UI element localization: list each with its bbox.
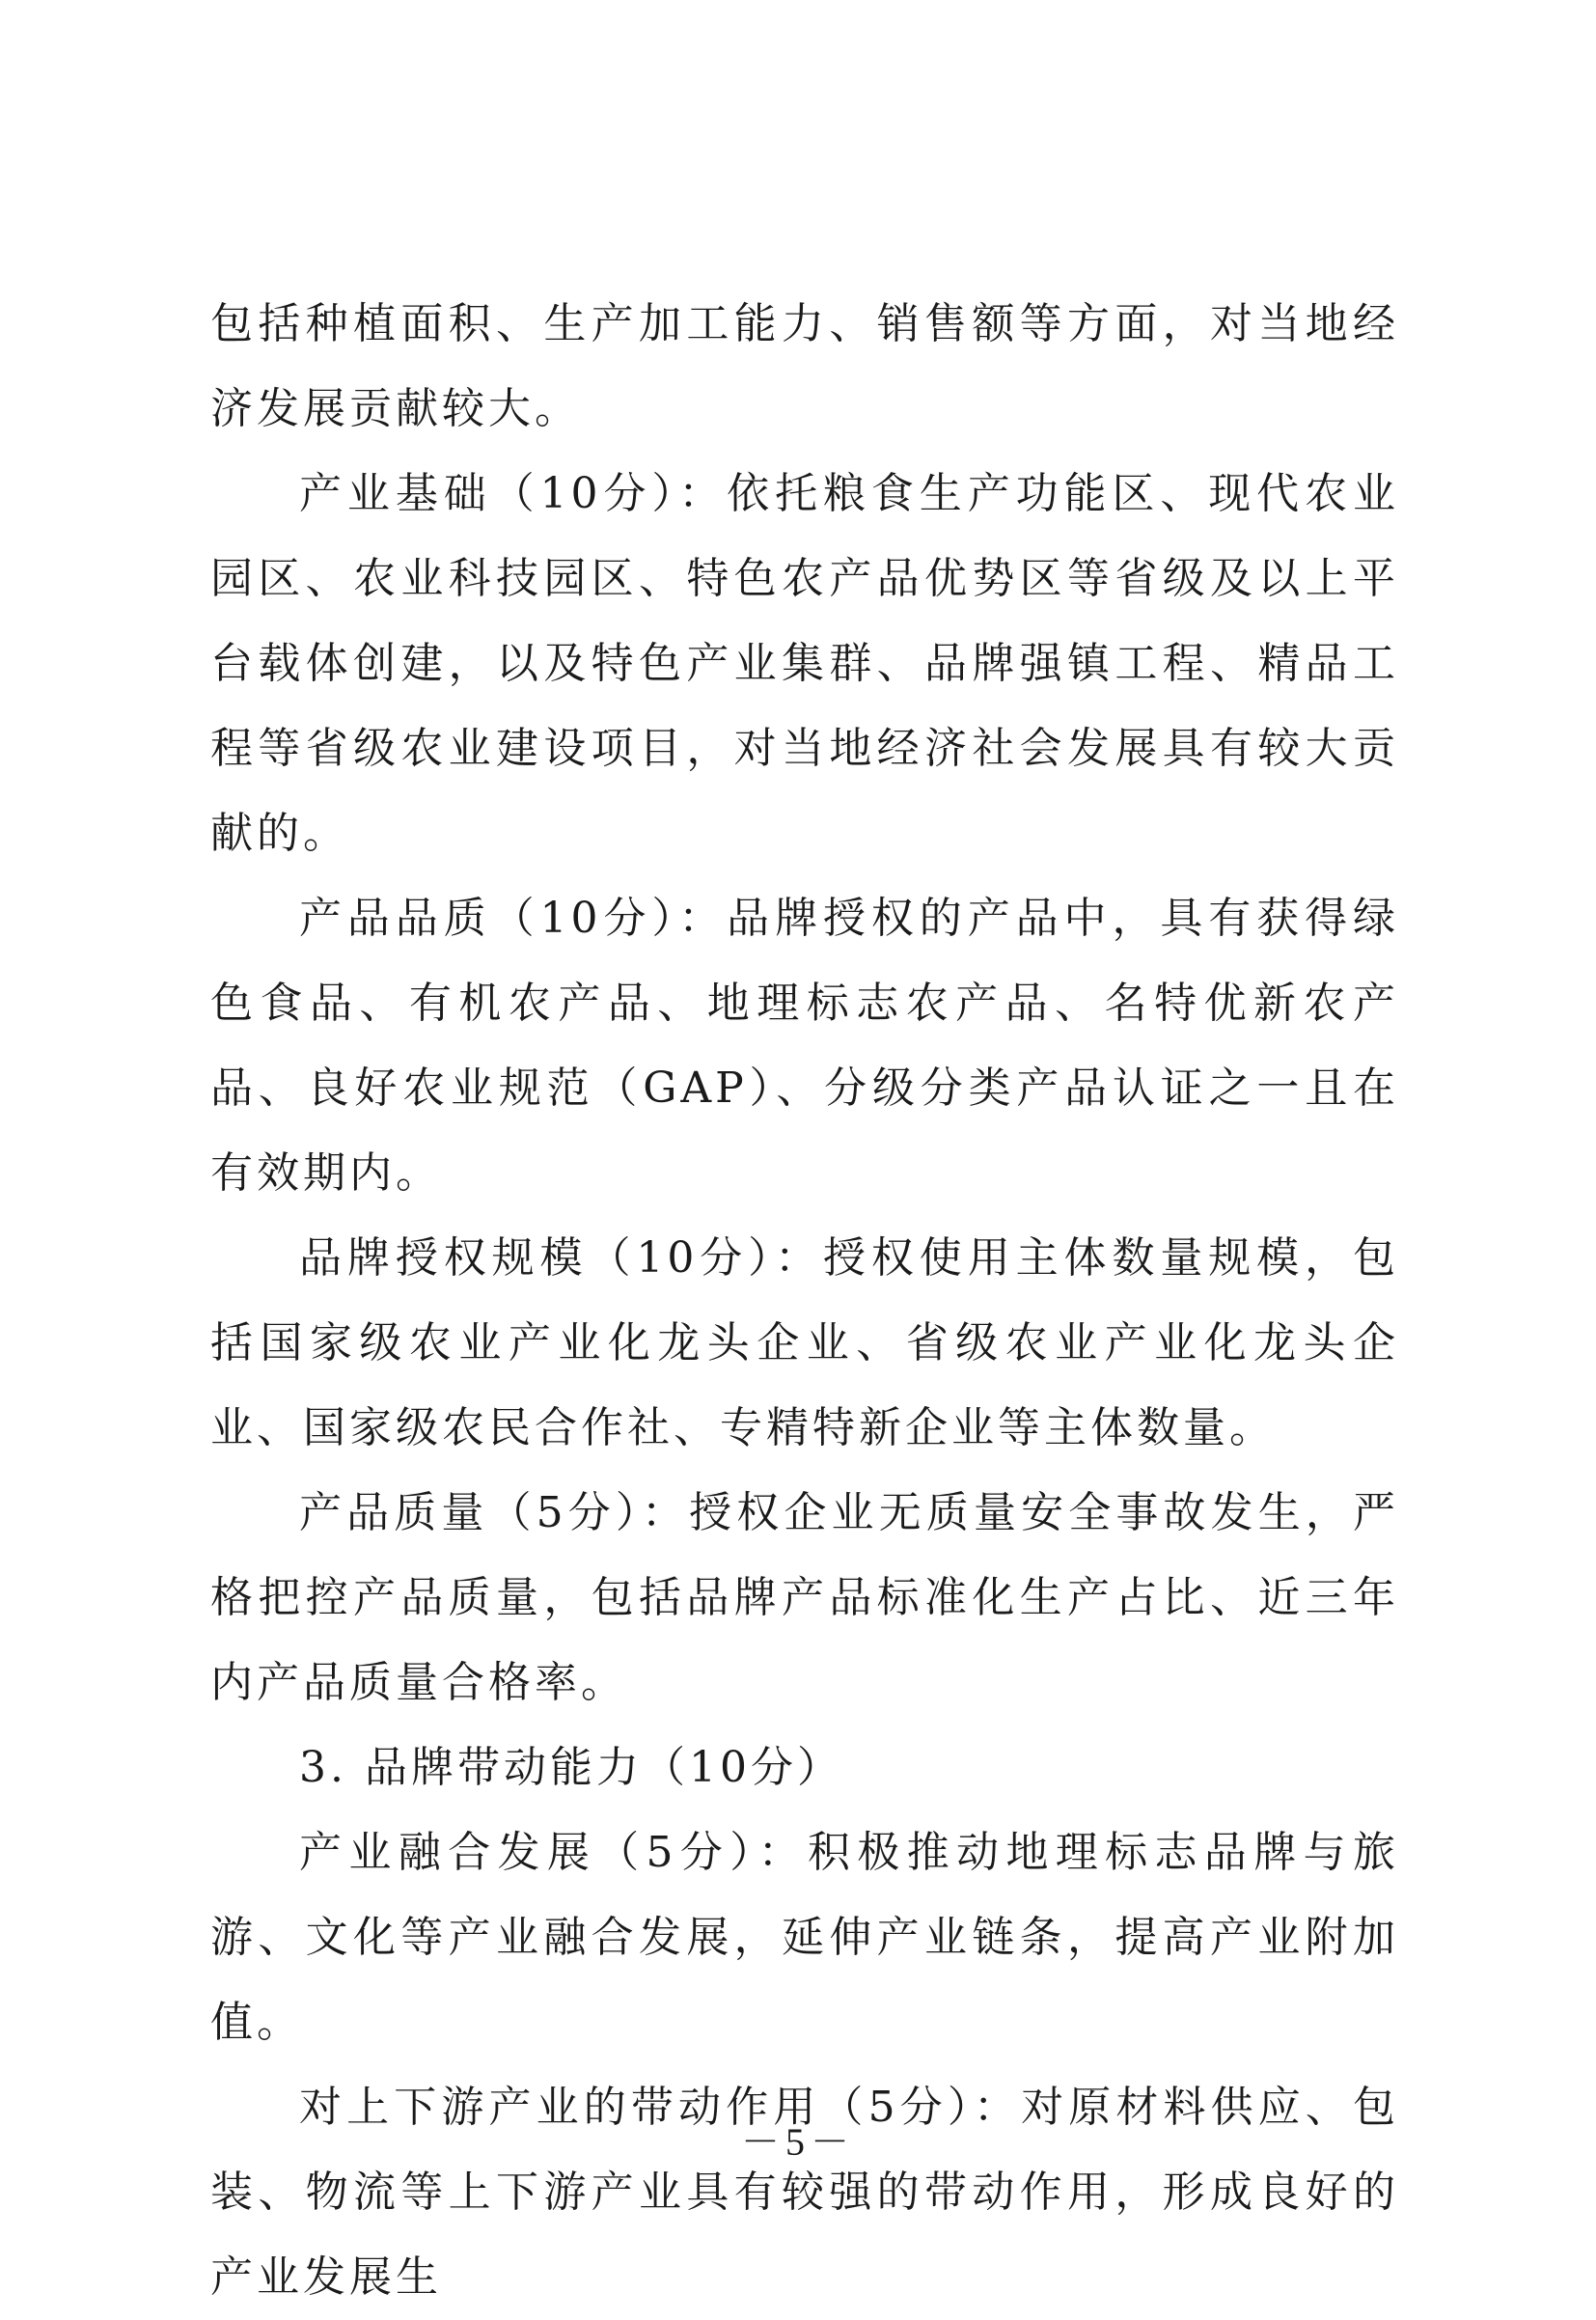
paragraph-product-quality: 产品质量（5分）：授权企业无质量安全事故发生，严格把控产品质量，包括品牌产品标准化生产占比、近三年内产品质量合格率。: [210, 1488, 1399, 1707]
paragraph-upstream-downstream: 对上下游产业的带动作用（5分）：对原材料供应、包装、物流等上下游产业具有较强的带动作用，形成良好的产业发展生: [210, 2083, 1399, 2302]
paragraph-product-quality-grade: 产品品质（10分）：品牌授权的产品中，具有获得绿色食品、有机农产品、地理标志农产品、名特优新农产品、良好农业规范（GAP）、分级分类产品认证之一且在有效期内。: [210, 894, 1399, 1198]
paragraph-industry-integration: 产业融合发展（5分）：积极推动地理标志品牌与旅游、文化等产业融合发展，延伸产业链条，提高产业附加值。: [210, 1828, 1399, 2047]
paragraph-industry-foundation: 产业基础（10分）：依托粮食生产功能区、现代农业园区、农业科技园区、特色农产品优势区等省级及以上平台载体创建，以及特色产业集群、品牌强镇工程、精品工程等省级农业建设项目，对当地经济社会发展具有较大贡献的。: [210, 469, 1399, 858]
paragraph-brand-license-scale: 品牌授权规模（10分）：授权使用主体数量规模，包括国家级农业产业化龙头企业、省级农业产业化龙头企业、国家级农民合作社、专精特新企业等主体数量。: [210, 1233, 1399, 1452]
paragraph-continuation: 包括种植面积、生产加工能力、销售额等方面，对当地经济发展贡献较大。: [210, 299, 1399, 433]
body-text: [210, 282, 1399, 2320]
page-number: －5－: [741, 2120, 855, 2164]
section-heading-brand-driving-capacity: 3. 品牌带动能力（10分）: [299, 1743, 843, 1792]
